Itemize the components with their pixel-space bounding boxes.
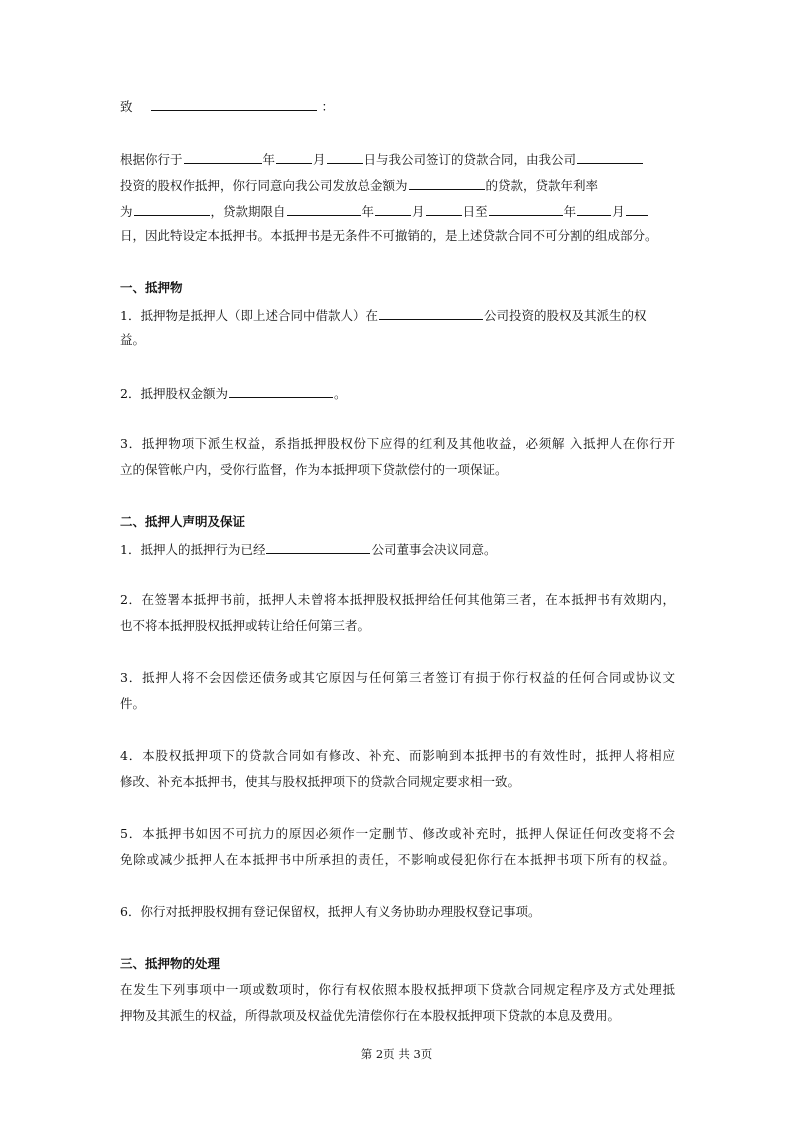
s3-p1-line-1: 在发生下列事项中一项或数项时，你行有权依照本股权抵押项下贷款合同规定程序及方式处理抵 bbox=[120, 982, 675, 997]
pledged-company-blank[interactable] bbox=[379, 306, 483, 320]
loan-amount-blank[interactable] bbox=[409, 176, 485, 190]
intro-text: 为 bbox=[120, 204, 133, 219]
document-page bbox=[120, 0, 675, 1122]
end-day-blank[interactable] bbox=[626, 202, 648, 216]
intro-text: 月 bbox=[313, 152, 326, 167]
end-month-blank[interactable] bbox=[577, 202, 611, 216]
interest-rate-blank[interactable] bbox=[134, 202, 210, 216]
s1-p2-line bbox=[120, 384, 346, 402]
pledge-amount-blank[interactable] bbox=[229, 384, 333, 398]
salutation-line bbox=[120, 97, 334, 115]
s2-p4-line-2: 修改、补充本抵押书，使其与股权抵押项下的贷款合同规定要求相一致。 bbox=[120, 774, 521, 789]
s2-p2-line-2: 也不将本抵押股权抵押或转让给任何第三者。 bbox=[120, 618, 371, 633]
section-3-heading: 三、抵押物的处理 bbox=[120, 956, 221, 971]
s2-p4-line-1: 4．本股权抵押项下的贷款合同如有修改、补充、而影响到本抵押书的有效性时，抵押人将相应 bbox=[120, 748, 675, 763]
intro-text: 月 bbox=[612, 204, 625, 219]
paragraph-text: 。 bbox=[333, 386, 347, 401]
intro-text: 月 bbox=[412, 204, 425, 219]
s1-p1-line-2: 益。 bbox=[120, 332, 146, 347]
intro-text: 年 bbox=[361, 204, 375, 219]
s2-p5-line-2: 免除或减少抵押人在本抵押书中所承担的责任，不影响或侵犯你行在本抵押书项下所有的权益。 bbox=[120, 852, 675, 867]
contract-day-blank[interactable] bbox=[327, 150, 363, 164]
section-2-heading: 二、抵押人声明及保证 bbox=[120, 514, 246, 529]
intro-text: 年 bbox=[563, 204, 577, 219]
s3-p1-line-2: 押物及其派生的权益，所得款项及权益优先清偿你行在本股权抵押项下贷款的本息及费用。 bbox=[120, 1008, 621, 1023]
s2-p1-line bbox=[120, 540, 496, 558]
intro-text: 年 bbox=[262, 152, 276, 167]
s2-p5-line-1: 5．本抵押书如因不可抗力的原因必须作一定删节、修改或补充时，抵押人保证任何改变将不会 bbox=[120, 826, 675, 841]
s2-p6-line: 6．你行对抵押股权拥有登记保留权，抵押人有义务协助办理股权登记事项。 bbox=[120, 904, 541, 919]
page-footer: 第 2页 共 3页 bbox=[360, 1047, 433, 1061]
paragraph-text: 1．抵押物是抵押人（即上述合同中借款人）在 bbox=[120, 308, 378, 323]
paragraph-text: 公司投资的股权及其派生的权 bbox=[483, 308, 647, 323]
recipient-blank[interactable] bbox=[151, 97, 317, 111]
intro-line-4: 日，因此特设定本抵押书。本抵押书是无条件不可撤销的，是上述贷款合同不可分割的组成部分。 bbox=[120, 228, 658, 243]
s1-p1-line-1 bbox=[120, 306, 646, 324]
s2-p3-line-1: 3．抵押人将不会因偿还债务或其它原因与任何第三者签订有损于你行权益的任何合同或协议文 bbox=[120, 670, 675, 685]
board-company-blank[interactable] bbox=[266, 540, 370, 554]
s2-p3-line-2: 件。 bbox=[120, 696, 146, 711]
company-blank[interactable] bbox=[577, 150, 643, 164]
s2-p2-line-1: 2．在签署本抵押书前，抵押人未曾将本抵押股权抵押给任何其他第三者，在本抵押书有效期内， bbox=[120, 592, 675, 607]
intro-text: 根据你行于 bbox=[120, 152, 183, 167]
start-day-blank[interactable] bbox=[426, 202, 462, 216]
paragraph-text: 2．抵押股权金额为 bbox=[120, 386, 228, 401]
s1-p3-line-1: 3．抵押物项下派生权益，系指抵押股权份下应得的红利及其他收益，必须解 入抵押人在你行开 bbox=[120, 436, 675, 451]
section-1-heading: 一、抵押物 bbox=[120, 280, 183, 295]
paragraph-text: 1．抵押人的抵押行为已经 bbox=[120, 542, 266, 557]
intro-text: 投资的股权作抵押，你行同意向我公司发放总金额为 bbox=[120, 178, 408, 193]
contract-year-blank[interactable] bbox=[184, 150, 262, 164]
start-month-blank[interactable] bbox=[375, 202, 411, 216]
intro-text: 的贷款，贷款年利率 bbox=[485, 178, 599, 193]
start-year-blank[interactable] bbox=[287, 202, 361, 216]
intro-text: ，贷款期限自 bbox=[210, 204, 286, 219]
salutation-to: 致 bbox=[120, 99, 133, 114]
contract-month-blank[interactable] bbox=[276, 150, 312, 164]
salutation-colon: ： bbox=[321, 99, 334, 114]
end-year-blank[interactable] bbox=[489, 202, 563, 216]
intro-text: 日与我公司签订的贷款合同，由我公司 bbox=[363, 152, 577, 167]
intro-line-1 bbox=[120, 150, 644, 168]
intro-line-2 bbox=[120, 176, 598, 194]
s1-p3-line-2: 立的保管帐户内，受你行监督，作为本抵押项下贷款偿付的一项保证。 bbox=[120, 462, 508, 477]
intro-text: 日至 bbox=[462, 204, 488, 219]
paragraph-text: 公司董事会决议同意。 bbox=[371, 542, 497, 557]
intro-line-3 bbox=[120, 202, 649, 220]
